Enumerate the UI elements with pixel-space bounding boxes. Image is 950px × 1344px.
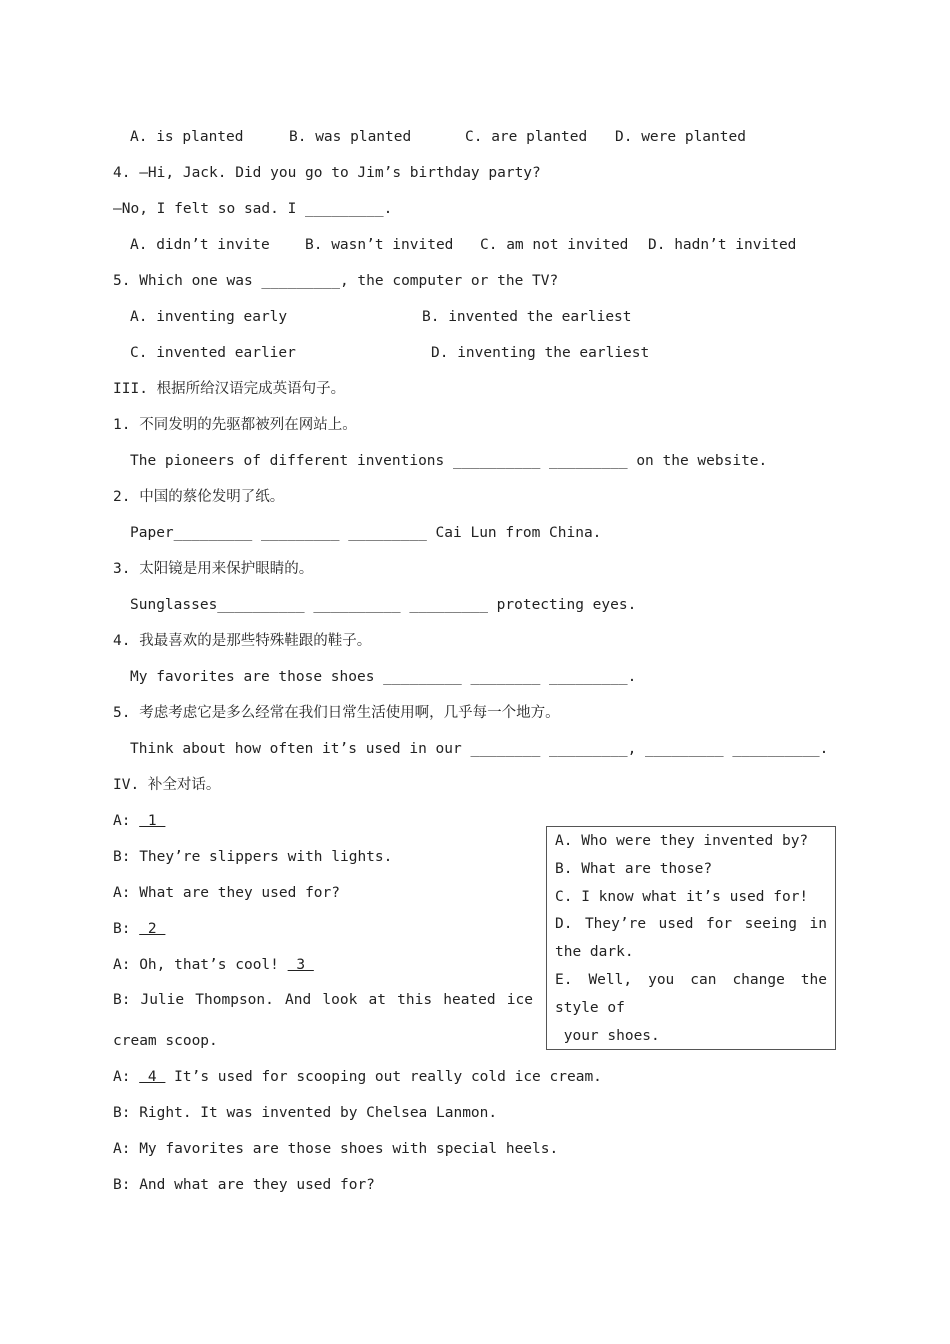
q4-option-c: C. am not invited — [480, 237, 629, 253]
box-option-c: C. I know what it’s used for! — [555, 888, 809, 905]
speaker: B: — [113, 849, 131, 865]
q4-option-b: B. wasn’t invited — [305, 237, 454, 253]
speaker: B: — [113, 992, 131, 1008]
q5-question: 5. Which one was _________, the computer or the TV? — [113, 273, 559, 289]
dialogue-line-11 — [113, 1175, 375, 1195]
s3-item-5-chinese: 5. 考虑考虑它是多么经常在我们日常生活使用啊，几乎每一个地方。 — [113, 705, 560, 721]
speaker: A: — [113, 885, 131, 901]
box-option-b: B. What are those? — [555, 860, 713, 877]
dialogue-line-1 — [113, 811, 165, 831]
dialogue-line-3 — [113, 883, 340, 903]
q3-option-c: C. are planted — [465, 129, 588, 145]
speaker: A: — [113, 1141, 131, 1157]
q4-option-d: D. hadn’t invited — [648, 237, 797, 253]
speaker: B: — [113, 921, 131, 937]
dialogue-line-9 — [113, 1103, 497, 1123]
s3-item-2-chinese: 2. 中国的蔡伦发明了纸。 — [113, 489, 285, 505]
s3-item-1-chinese: 1. 不同发明的先驱都被列在网站上。 — [113, 417, 357, 433]
dialogue-text: Julie Thompson. And look at this heated ice — [140, 992, 533, 1008]
dialogue-text: It’s used for scooping out really cold ice cream. — [174, 1069, 602, 1085]
s3-item-4-chinese: 4. 我最喜欢的是那些特殊鞋跟的鞋子。 — [113, 633, 372, 649]
speaker: A: — [113, 957, 131, 973]
speaker: A: — [113, 813, 131, 829]
dialogue-line-8 — [113, 1067, 602, 1087]
q4-question: 4. —Hi, Jack. Did you go to Jim’s birthday party? — [113, 165, 541, 181]
box-option-d-line2: the dark. — [555, 944, 634, 961]
dialogue-text: Oh, that’s cool! — [139, 957, 279, 973]
speaker: A: — [113, 1069, 131, 1085]
box-option-d-line1: D. They’re used for seeing in — [555, 916, 827, 933]
dialogue-text: What are they used for? — [139, 885, 340, 901]
box-option-e-line2: style of — [555, 999, 625, 1016]
speaker: B: — [113, 1105, 131, 1121]
section-3-heading: III. 根据所给汉语完成英语句子。 — [113, 381, 346, 397]
dialogue-text: Right. It was invented by Chelsea Lanmon. — [139, 1105, 498, 1121]
q5-option-b: B. invented the earliest — [422, 309, 632, 325]
section-4-heading: IV. 补全对话。 — [113, 777, 221, 793]
q5-option-a: A. inventing early — [130, 309, 288, 325]
dialogue-line-7: cream scoop. — [113, 1033, 218, 1049]
box-option-e-line3: your shoes. — [555, 1027, 660, 1044]
dialogue-text: They’re slippers with lights. — [139, 849, 393, 865]
q4-option-a: A. didn’t invite — [130, 237, 270, 253]
s3-item-4-english: My favorites are those shoes _________ ________ _________. — [130, 669, 637, 685]
speaker: B: — [113, 1177, 131, 1193]
q5-option-c: C. invented earlier — [130, 345, 296, 361]
s3-item-3-english: Sunglasses__________ __________ _________ protecting eyes. — [130, 597, 637, 613]
q3-option-d: D. were planted — [615, 129, 746, 145]
blank-3: 3 — [287, 957, 314, 973]
dialogue-line-4 — [113, 919, 165, 939]
dialogue-line-6 — [113, 990, 533, 1010]
s3-item-5-english: Think about how often it’s used in our ________ _________, _________ __________. — [130, 741, 829, 757]
box-option-a: A. Who were they invented by? — [555, 833, 809, 849]
s3-item-2-english: Paper_________ _________ _________ Cai Lun from China. — [130, 525, 602, 541]
box-option-e-line1: E. Well, you can change the — [555, 971, 827, 988]
q3-option-a: A. is planted — [130, 129, 244, 145]
q3-option-b: B. was planted — [289, 129, 412, 145]
dialogue-text: My favorites are those shoes with special heels. — [139, 1141, 559, 1157]
s3-item-1-english: The pioneers of different inventions __________ _________ on the website. — [130, 453, 768, 469]
blank-2: 2 — [139, 921, 166, 937]
q5-option-d: D. inventing the earliest — [431, 345, 650, 361]
dialogue-text: And what are they used for? — [139, 1177, 375, 1193]
dialogue-line-10 — [113, 1139, 558, 1159]
q4-response: —No, I felt so sad. I _________. — [113, 201, 393, 217]
blank-4: 4 — [139, 1069, 166, 1085]
dialogue-line-5 — [113, 955, 314, 975]
blank-1: 1 — [139, 813, 166, 829]
s3-item-3-chinese: 3. 太阳镜是用来保护眼睛的。 — [113, 561, 314, 577]
dialogue-line-2 — [113, 847, 392, 867]
dialogue-options-box — [546, 826, 836, 1050]
